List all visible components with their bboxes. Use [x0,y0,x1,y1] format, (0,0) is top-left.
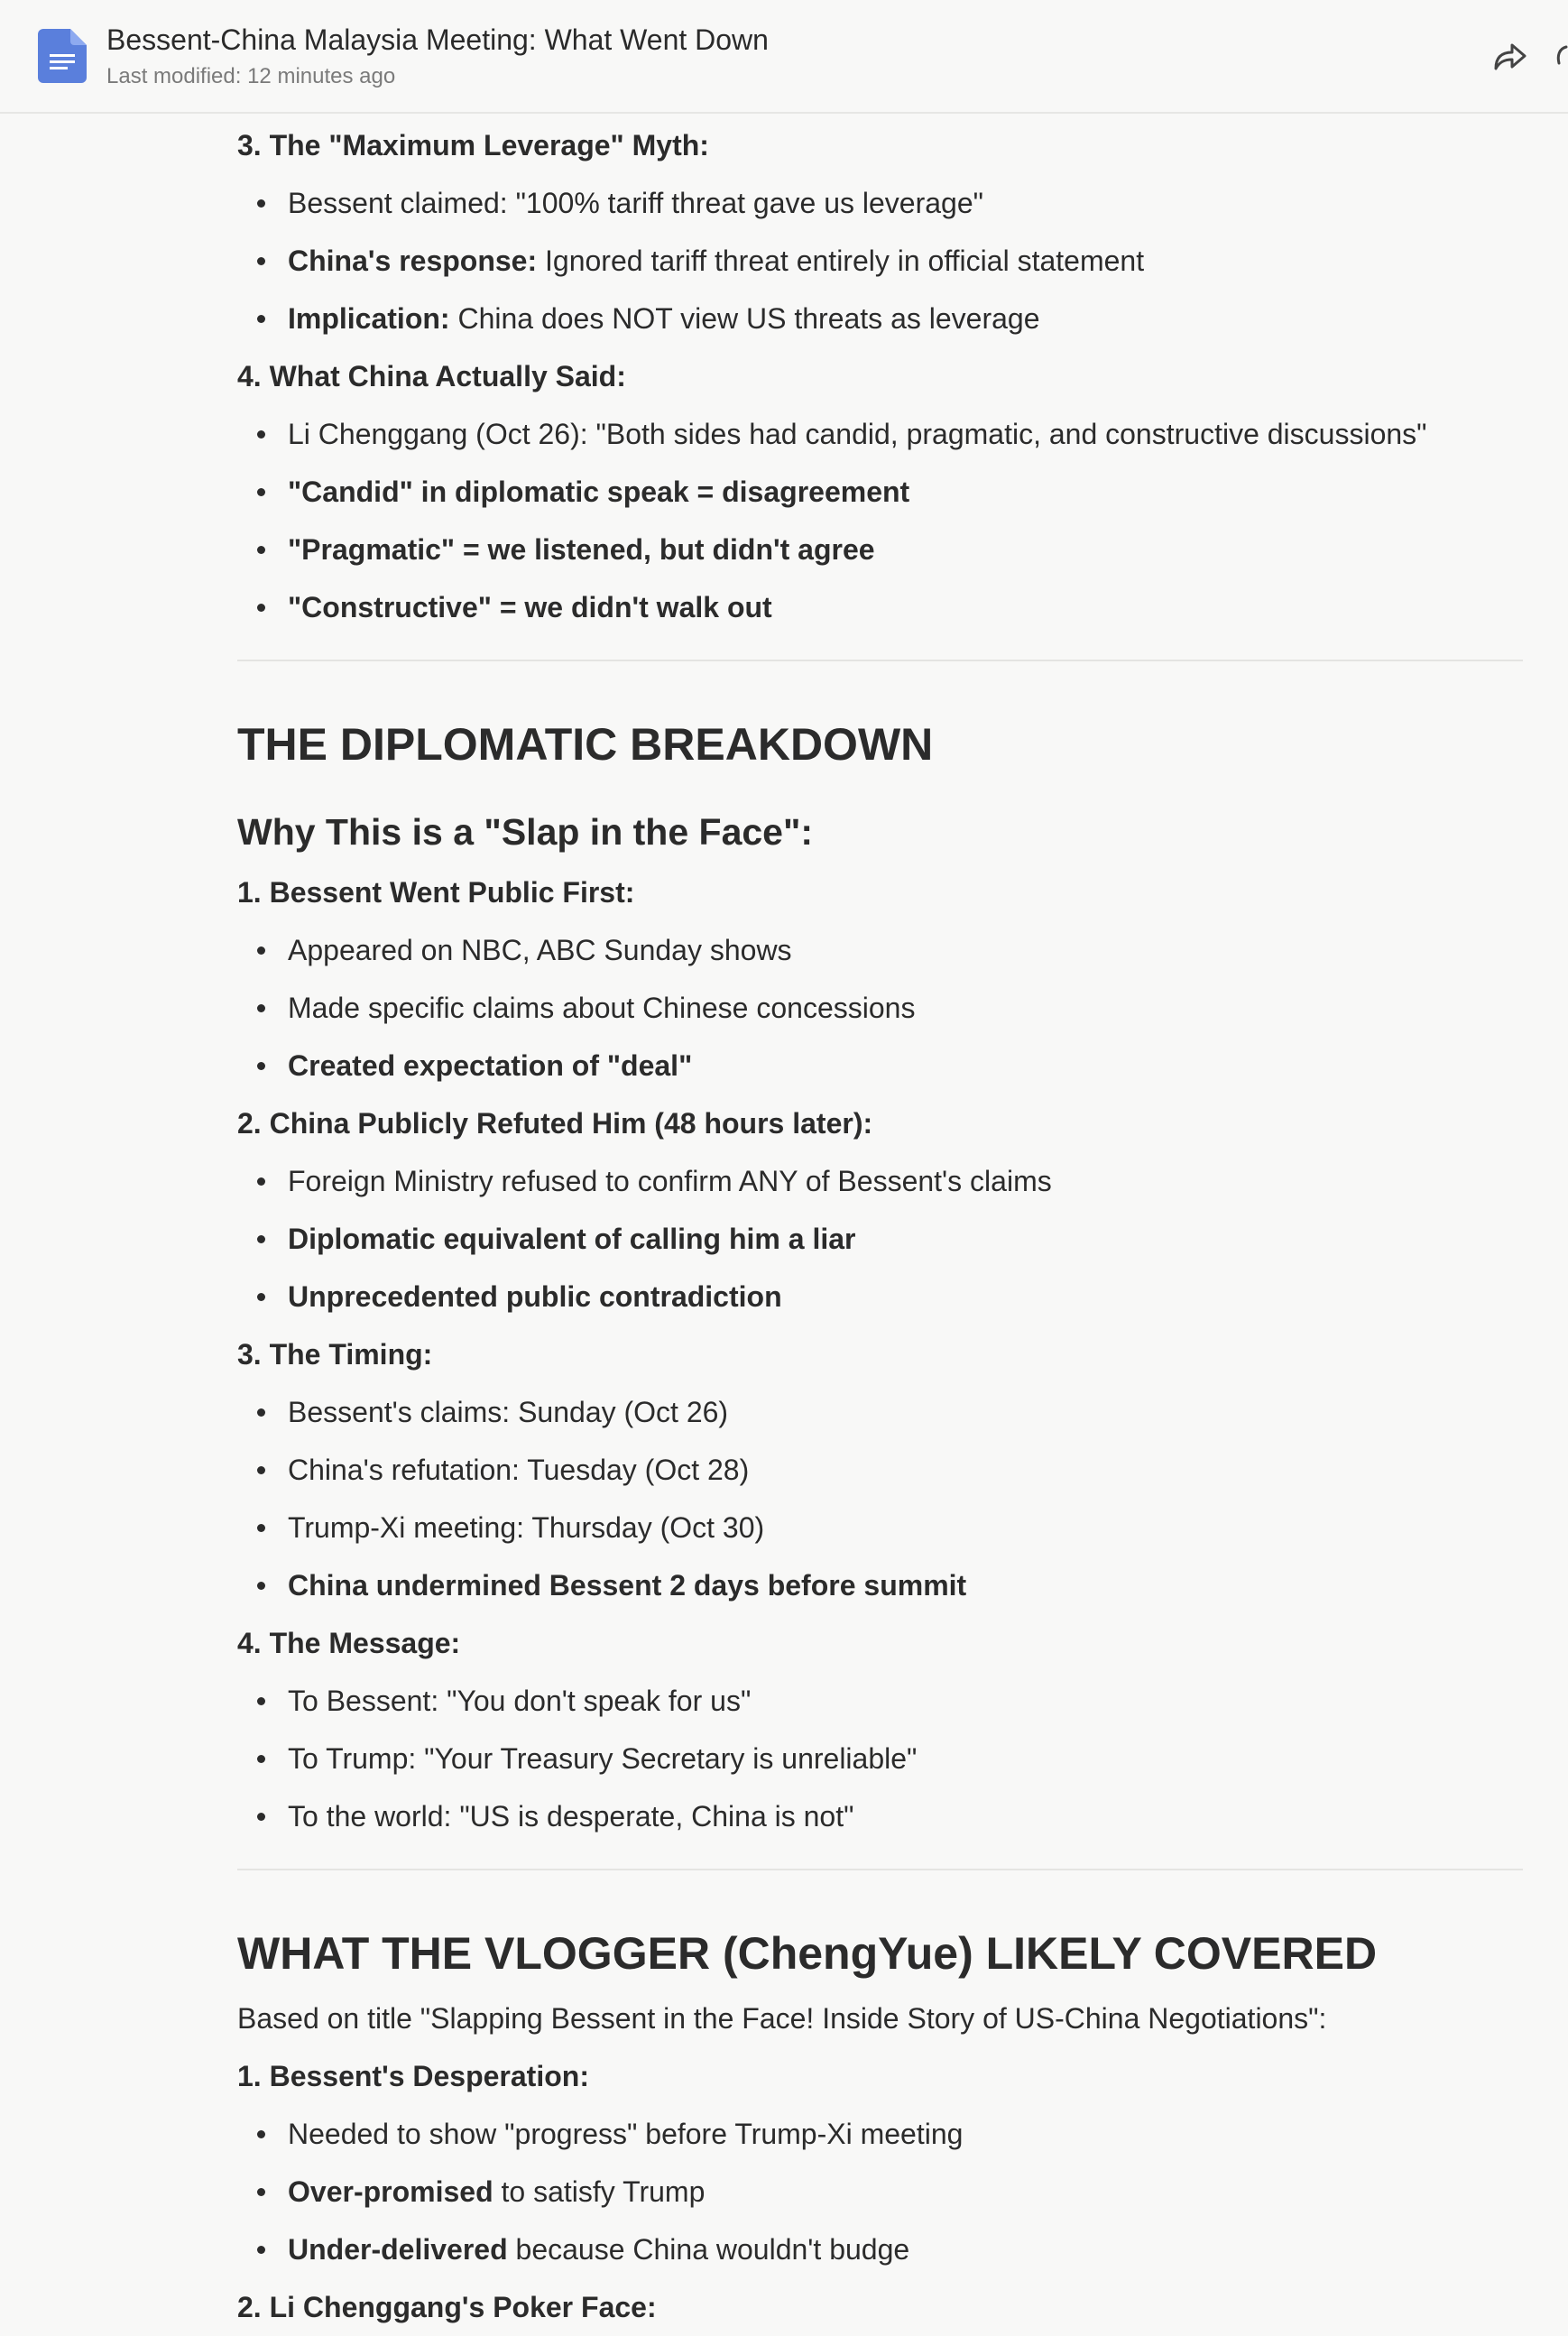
more-icon[interactable] [1552,36,1568,78]
section-heading: 2. China Publicly Refuted Him (48 hours later): [237,1107,873,1140]
list-item: Bessent claimed: "100% tariff threat gave us leverage" [237,174,1523,232]
list-item: "Pragmatic" = we listened, but didn't agree [237,521,1523,578]
bullet-list [237,2105,1523,2278]
list-item: To the world: "US is desperate, China is not" [237,1787,1523,1845]
bullet-list [237,174,1523,347]
bullet-list [237,1383,1523,1614]
section-heading: 4. The Message: [237,1627,461,1659]
list-item: Implication: China does NOT view US threats as leverage [237,290,1523,347]
section-heading: 1. Bessent's Desperation: [237,2060,589,2092]
section-heading: 2. Li Chenggang's Poker Face: [237,2291,657,2323]
section-heading: 1. Bessent Went Public First: [237,876,635,909]
bullet-list [237,1152,1523,1325]
section-heading: 3. The Timing: [237,1338,433,1371]
intro-paragraph: Based on title "Slapping Bessent in the Face! Inside Story of US-China Negotiations": [237,2002,1327,2035]
document-body [237,114,1523,2336]
list-item: Unprecedented public contradiction [237,1268,1523,1325]
list-item: Foreign Ministry refused to confirm ANY of Bessent's claims [237,1152,1523,1210]
bullet-list [237,405,1523,636]
list-item: To Trump: "Your Treasury Secretary is unreliable" [237,1730,1523,1787]
list-item: "Candid" in diplomatic speak = disagreement [237,463,1523,521]
list-item: Over-promised to satisfy Trump [237,2163,1523,2221]
section-title: WHAT THE VLOGGER (ChengYue) LIKELY COVERED [237,1928,1378,1979]
list-item: Li Chenggang (Oct 26): "Both sides had candid, pragmatic, and constructive discussions" [237,405,1523,463]
list-item: Made specific claims about Chinese concessions [237,979,1523,1037]
section-heading: 3. The "Maximum Leverage" Myth: [237,129,709,162]
list-item: China undermined Bessent 2 days before summit [237,1556,1523,1614]
last-modified-label: Last modified: 12 minutes ago [106,64,396,88]
list-item: Trump-Xi meeting: Thursday (Oct 30) [237,1499,1523,1556]
bullet-list [237,1672,1523,1845]
bullet-list [237,921,1523,1094]
list-item: Needed to show "progress" before Trump-Xi meeting [237,2105,1523,2163]
list-item: Created expectation of "deal" [237,1037,1523,1094]
list-item: Appeared on NBC, ABC Sunday shows [237,921,1523,979]
list-item: To Bessent: "You don't speak for us" [237,1672,1523,1730]
list-item: Under-delivered because China wouldn't budge [237,2221,1523,2278]
document-icon[interactable] [38,29,87,83]
section-title: THE DIPLOMATIC BREAKDOWN [237,719,934,770]
list-item: Bessent's claims: Sunday (Oct 26) [237,1383,1523,1441]
share-icon[interactable] [1489,36,1530,78]
list-item: "Constructive" = we didn't walk out [237,578,1523,636]
list-item: Diplomatic equivalent of calling him a liar [237,1210,1523,1268]
section-subtitle: Why This is a "Slap in the Face": [237,811,814,853]
list-item: China's response: Ignored tariff threat entirely in official statement [237,232,1523,290]
document-title: Bessent-China Malaysia Meeting: What Went Down [106,23,769,56]
list-item: China's refutation: Tuesday (Oct 28) [237,1441,1523,1499]
section-heading: 4. What China Actually Said: [237,360,626,392]
document-header [0,0,1568,114]
